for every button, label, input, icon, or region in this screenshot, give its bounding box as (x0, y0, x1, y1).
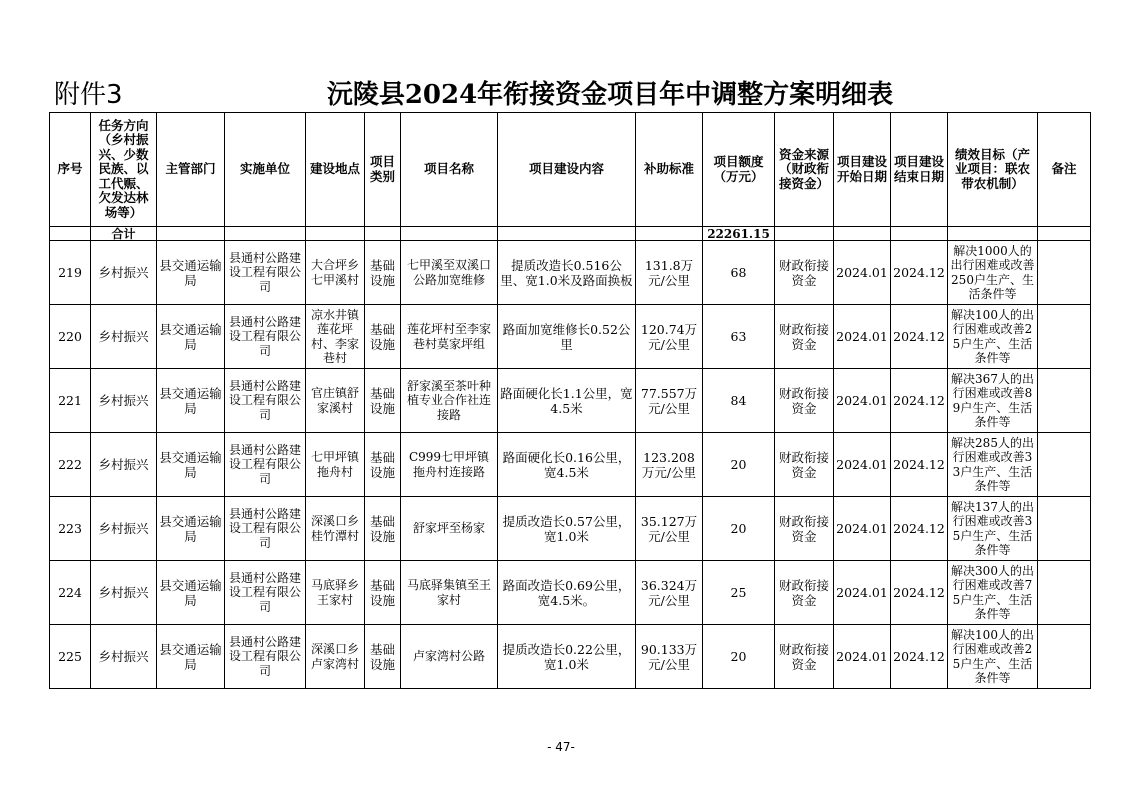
cell-remark (1038, 497, 1091, 561)
cell-unit: 县通村公路建设工程有限公司 (225, 625, 306, 689)
cell-content: 提质改造长0.516公里、宽1.0米及路面换板 (498, 241, 636, 305)
cell-subsidy: 131.8万元/公里 (636, 241, 703, 305)
cell-subsidy: 120.74万元/公里 (636, 305, 703, 369)
cell-location: 大合坪乡七甲溪村 (306, 241, 365, 305)
cell-end: 2024.12 (891, 497, 948, 561)
cell-name: C999七甲坪镇拖舟村连接路 (401, 433, 498, 497)
attachment-label: 附件3 (54, 80, 123, 110)
cell-amount: 20 (703, 625, 775, 689)
cell-seq: 221 (50, 369, 91, 433)
cell-direction: 乡村振兴 (91, 561, 157, 625)
cell-category: 基础设施 (365, 241, 401, 305)
cell-name: 七甲溪至双溪口公路加宽维修 (401, 241, 498, 305)
cell-category: 基础设施 (365, 433, 401, 497)
cell-unit: 县通村公路建设工程有限公司 (225, 497, 306, 561)
cell-amount: 63 (703, 305, 775, 369)
table-row (50, 561, 1091, 625)
header-name: 项目名称 (401, 113, 498, 227)
cell-remark (1038, 305, 1091, 369)
cell-category: 基础设施 (365, 625, 401, 689)
cell-funding: 财政衔接资金 (775, 497, 834, 561)
table-row (50, 497, 1091, 561)
cell-location: 深溪口乡卢家湾村 (306, 625, 365, 689)
cell-amount: 20 (703, 497, 775, 561)
cell-dept: 县交通运输局 (157, 305, 225, 369)
cell-dept: 县交通运输局 (157, 433, 225, 497)
cell-goal: 解决1000人的出行困难或改善250户生产、生活条件等 (948, 241, 1038, 305)
total-label: 合计 (91, 227, 157, 241)
cell-content: 路面改造长0.69公里，宽4.5米。 (498, 561, 636, 625)
cell-goal: 解决285人的出行困难或改善33户生产、生活条件等 (948, 433, 1038, 497)
cell-name: 马底驿集镇至王家村 (401, 561, 498, 625)
cell-dept: 县交通运输局 (157, 241, 225, 305)
cell-dept: 县交通运输局 (157, 369, 225, 433)
cell-end: 2024.12 (891, 241, 948, 305)
cell-direction: 乡村振兴 (91, 497, 157, 561)
cell-location: 七甲坪镇拖舟村 (306, 433, 365, 497)
cell-subsidy: 36.324万元/公里 (636, 561, 703, 625)
cell-category: 基础设施 (365, 497, 401, 561)
cell-goal: 解决100人的出行困难或改善25户生产、生活条件等 (948, 625, 1038, 689)
cell-end: 2024.12 (891, 305, 948, 369)
cell-name: 卢家湾村公路 (401, 625, 498, 689)
cell-category: 基础设施 (365, 369, 401, 433)
cell-goal: 解决367人的出行困难或改善89户生产、生活条件等 (948, 369, 1038, 433)
cell-direction: 乡村振兴 (91, 369, 157, 433)
cell-remark (1038, 241, 1091, 305)
cell-funding: 财政衔接资金 (775, 561, 834, 625)
header-remark: 备注 (1038, 113, 1091, 227)
cell-content: 提质改造长0.57公里，宽1.0米 (498, 497, 636, 561)
cell-location: 凉水井镇莲花坪村、李家巷村 (306, 305, 365, 369)
cell-end: 2024.12 (891, 561, 948, 625)
cell-start: 2024.01 (834, 433, 891, 497)
cell-goal: 解决100人的出行困难或改善25户生产、生活条件等 (948, 305, 1038, 369)
cell-remark (1038, 625, 1091, 689)
header-unit: 实施单位 (225, 113, 306, 227)
cell-goal: 解决137人的出行困难或改善35户生产、生活条件等 (948, 497, 1038, 561)
project-table (49, 112, 1091, 689)
cell-direction: 乡村振兴 (91, 433, 157, 497)
cell-seq: 222 (50, 433, 91, 497)
header-goal: 绩效目标（产业项目：联农带农机制） (948, 113, 1038, 227)
cell-name: 舒家溪至茶叶种植专业合作社连接路 (401, 369, 498, 433)
table-row (50, 305, 1091, 369)
cell-subsidy: 123.208万元/公里 (636, 433, 703, 497)
page-number: - 47- (547, 740, 575, 754)
cell-end: 2024.12 (891, 433, 948, 497)
cell-dept: 县交通运输局 (157, 561, 225, 625)
header-content: 项目建设内容 (498, 113, 636, 227)
cell-content: 路面加宽维修长0.52公里 (498, 305, 636, 369)
table-row (50, 433, 1091, 497)
cell-end: 2024.12 (891, 369, 948, 433)
cell-content: 路面硬化长1.1公里，宽4.5米 (498, 369, 636, 433)
cell-name: 舒家坪至杨家 (401, 497, 498, 561)
cell-dept: 县交通运输局 (157, 625, 225, 689)
cell-funding: 财政衔接资金 (775, 433, 834, 497)
cell-seq: 219 (50, 241, 91, 305)
cell-category: 基础设施 (365, 561, 401, 625)
cell-location: 马底驿乡王家村 (306, 561, 365, 625)
cell-subsidy: 77.557万元/公里 (636, 369, 703, 433)
header-row (50, 113, 1091, 227)
cell-location: 官庄镇舒家溪村 (306, 369, 365, 433)
cell-start: 2024.01 (834, 369, 891, 433)
table-row (50, 369, 1091, 433)
cell-start: 2024.01 (834, 561, 891, 625)
cell-start: 2024.01 (834, 625, 891, 689)
cell-unit: 县通村公路建设工程有限公司 (225, 241, 306, 305)
cell-subsidy: 35.127万元/公里 (636, 497, 703, 561)
cell-seq: 225 (50, 625, 91, 689)
cell-remark (1038, 369, 1091, 433)
cell-amount: 84 (703, 369, 775, 433)
cell-dept: 县交通运输局 (157, 497, 225, 561)
header-amount: 项目额度（万元） (703, 113, 775, 227)
header-direction: 任务方向（乡村振兴、少数民族、以工代赈、欠发达林场等） (91, 113, 157, 227)
total-amount: 22261.15 (703, 227, 775, 241)
cell-remark (1038, 433, 1091, 497)
cell-unit: 县通村公路建设工程有限公司 (225, 305, 306, 369)
cell-amount: 68 (703, 241, 775, 305)
cell-end: 2024.12 (891, 625, 948, 689)
cell-unit: 县通村公路建设工程有限公司 (225, 369, 306, 433)
cell-direction: 乡村振兴 (91, 241, 157, 305)
cell-name: 莲花坪村至李家巷村莫家坪组 (401, 305, 498, 369)
cell-category: 基础设施 (365, 305, 401, 369)
cell-start: 2024.01 (834, 241, 891, 305)
cell-amount: 25 (703, 561, 775, 625)
cell-goal: 解决300人的出行困难或改善75户生产、生活条件等 (948, 561, 1038, 625)
cell-unit: 县通村公路建设工程有限公司 (225, 433, 306, 497)
cell-start: 2024.01 (834, 497, 891, 561)
cell-start: 2024.01 (834, 305, 891, 369)
cell-unit: 县通村公路建设工程有限公司 (225, 561, 306, 625)
page-title: 沅陵县2024年衔接资金项目年中调整方案明细表 (326, 80, 894, 110)
cell-amount: 20 (703, 433, 775, 497)
cell-location: 深溪口乡桂竹潭村 (306, 497, 365, 561)
header-funding: 资金来源（财政衔接资金） (775, 113, 834, 227)
header-start: 项目建设开始日期 (834, 113, 891, 227)
total-row (50, 227, 1091, 241)
header-subsidy: 补助标准 (636, 113, 703, 227)
header-end: 项目建设结束日期 (891, 113, 948, 227)
header-dept: 主管部门 (157, 113, 225, 227)
cell-direction: 乡村振兴 (91, 305, 157, 369)
cell-direction: 乡村振兴 (91, 625, 157, 689)
table-row (50, 625, 1091, 689)
cell-content: 提质改造长0.22公里，宽1.0米 (498, 625, 636, 689)
cell-funding: 财政衔接资金 (775, 305, 834, 369)
cell-subsidy: 90.133万元/公里 (636, 625, 703, 689)
cell-funding: 财政衔接资金 (775, 241, 834, 305)
table-row (50, 241, 1091, 305)
cell-funding: 财政衔接资金 (775, 625, 834, 689)
cell-remark (1038, 561, 1091, 625)
cell-seq: 220 (50, 305, 91, 369)
cell-content: 路面硬化长0.16公里，宽4.5米 (498, 433, 636, 497)
header-category: 项目类别 (365, 113, 401, 227)
cell-seq: 223 (50, 497, 91, 561)
cell-seq: 224 (50, 561, 91, 625)
cell-funding: 财政衔接资金 (775, 369, 834, 433)
header-seq: 序号 (50, 113, 91, 227)
header-location: 建设地点 (306, 113, 365, 227)
